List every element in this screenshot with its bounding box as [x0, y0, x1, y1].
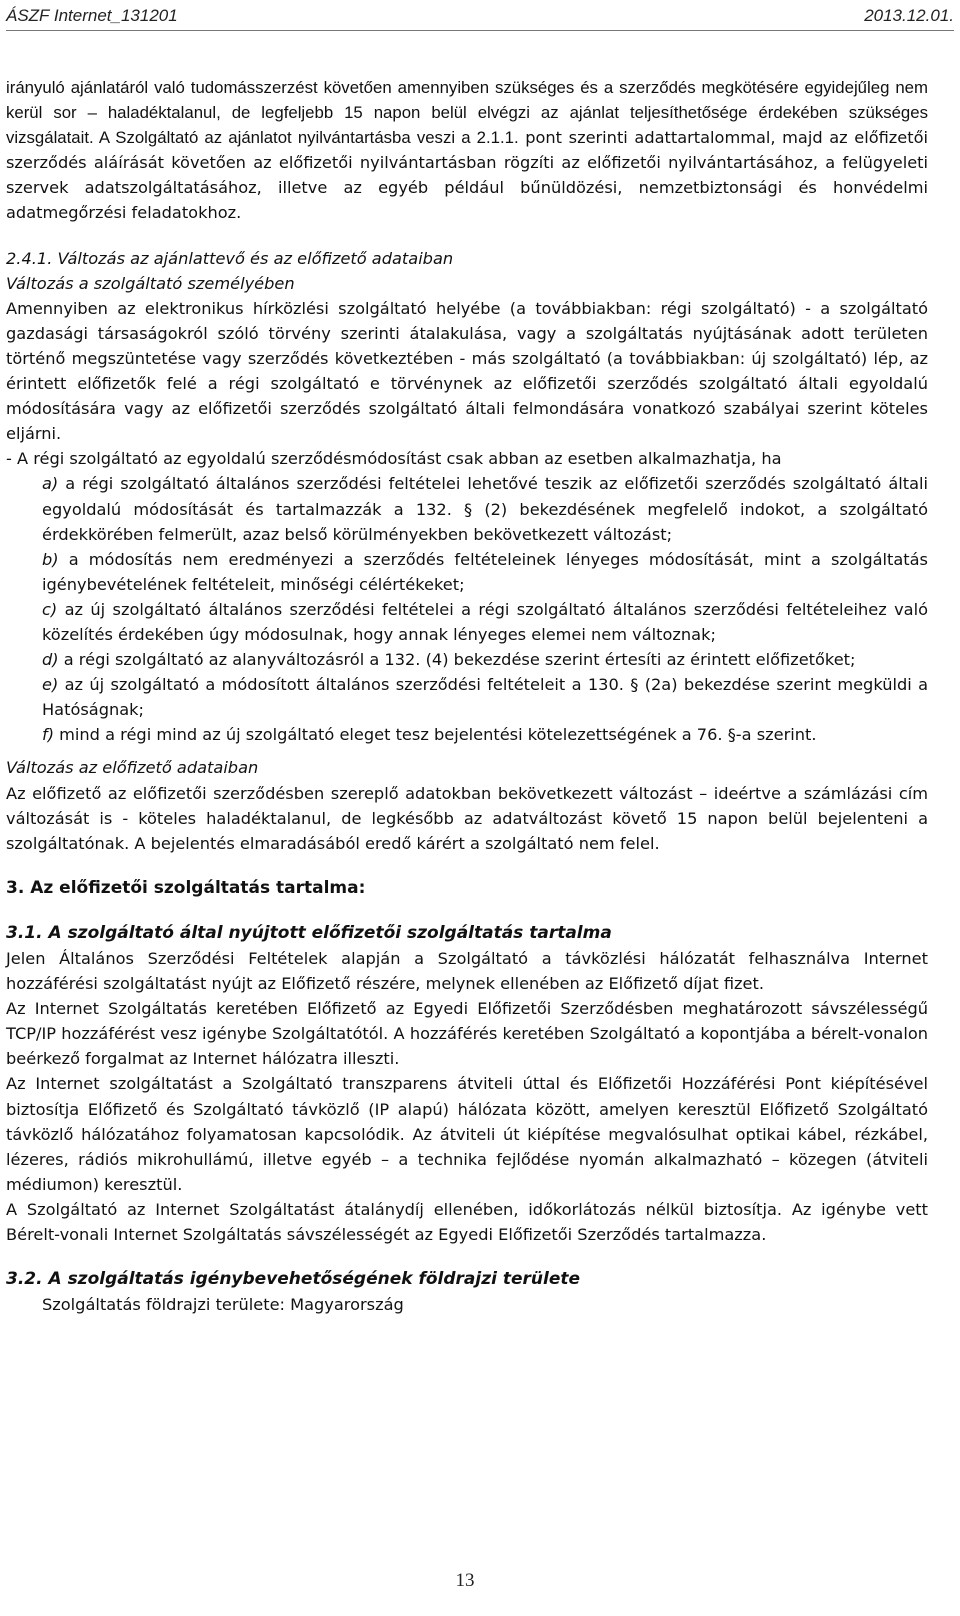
section-3-1-paragraph-3: Az Internet szolgáltatást a Szolgáltató transzparens átviteli úttal és Előfizetői Hozzáférési Pont kiépítésével biztosítja Előfizető és Szolgáltató távközlő (IP alapú) hálózata között, amelyen keresztül Előfizető Szolgáltató távközlő hálózatához folyamatosan kapcsolódik. Az átviteli út kiépítése megvalósulhat optikai kábel, rézkábel, lézeres, rádiós mikrohullámú, illetve egyéb – a technika fejlődése nyomán alkalmazható – közegen (átviteli médiumon) keresztül.: [6, 1074, 928, 1194]
header-date: 2013.12.01.: [864, 6, 954, 25]
subheading-subscriber-change: Változás az előfizető adataiban: [6, 758, 259, 778]
section-3-1-paragraph-2: Az Internet Szolgáltatás keretében Előfizető az Egyedi Előfizetői Szerződésben meghatározott sávszélességű TCP/IP hozzáférést vesz igénybe Szolgáltatótól. A hozzáférés keretében Szolgáltató a kopontjába a bérelt-vonalon beérkező forgalmat az Internet hálózatra illeszti.: [6, 999, 928, 1069]
list-item: a) a régi szolgáltató általános szerződési feltételei lehetővé teszik az előfizetői szerződés szolgáltató általi egyoldalú módosítását és tartalmazzák a 132. § (2) bekezdésének megfelelő indokot, a szolgáltató érdekkörében felmerült, azaz belső körülményekben bekövetkezett változást;: [42, 474, 928, 544]
list-item: d) a régi szolgáltató az alanyváltozásról a 132. (4) bekezdése szerint értesíti az érintett előfizetőket;: [42, 650, 856, 670]
condition-list: [6, 471, 928, 747]
list-item: b) a módosítás nem eredményezi a szerződés feltételeinek lényeges módosítását, mint a szolgáltatás igénybevételének feltételeit, minőségi célértékeket;: [42, 549, 928, 594]
section-3-title: 3. Az előfizetői szolgáltatás tartalma:: [6, 877, 366, 898]
intro-text-part1: irányuló ajánlatáról való tudomásszerzést követően amennyiben szükséges és a szerződés megkötésére egyidejűleg nem kerül sor – haladéktalanul, de legfeljebb 15 napon belül elvégzi az ajánlat teljesíthetősége érdekében szükséges vizsgálatait. A Szolgáltató az ajánlatot nyilvántartásba veszi a 2.1.1.: [6, 78, 928, 148]
section-3-2-paragraph: Szolgáltatás földrajzi területe: Magyarország: [42, 1295, 404, 1315]
document-body: [6, 75, 928, 1317]
subheading-provider-change: Változás a szolgáltató személyében: [6, 273, 295, 293]
section-2-4-1-title: 2.4.1. Változás az ajánlattevő és az előfizető adataiban: [6, 248, 454, 268]
section-3-1-paragraph-4: A Szolgáltató az Internet Szolgáltatást átalánydíj ellenében, időkorlátozás nélkül biztosítja. Az igénybe vett Bérelt-vonali Internet Szolgáltatás sávszélességét az Egyedi Előfizetői Szerződés tartalmazza.: [6, 1199, 928, 1245]
header-document-id: ÁSZF Internet_131201: [6, 6, 178, 25]
page-number: 13: [455, 1570, 475, 1591]
unilateral-modification-intro: - A régi szolgáltató az egyoldalú szerződésmódosítást csak abban az esetben alkalmazhatja, ha: [6, 449, 782, 469]
subscriber-change-paragraph: Az előfizető az előfizetői szerződésben szereplő adatokban bekövetkezett változást – ideértve a számlázási cím változását is - köteles haladéktalanul, de legkésőbb az adatváltozást követő 15 napon belül bejelenteni a szolgáltatónak. A bejelentés elmaradásából eredő kárért a szolgáltató nem felel.: [6, 783, 928, 853]
section-3-2-title: 3.2. A szolgáltatás igénybevehetőségének földrajzi területe: [6, 1269, 580, 1290]
list-item: e) az új szolgáltató a módosított általános szerződési feltételeit a 130. § (2a) bekezdése szerint megküldi a Hatóságnak;: [42, 675, 928, 720]
intro-text-part2: pont szerinti adattartalommal, majd az előfizetői szerződés aláírását követően az előfizetői nyilvántartásban rögzíti az előfizetői nyilvántartásához, a felügyeleti szervek adatszolgáltatásához, illetve az egyéb például bűnüldözési, nemzetbiztonsági és honvédelmi adatmegőrzési feladatokhoz.: [6, 128, 929, 223]
page-header: [6, 4, 954, 31]
provider-change-paragraph: Amennyiben az elektronikus hírközlési szolgáltató helyébe (a továbbiakban: régi szolgáltató) - a szolgáltató gazdasági társaságokról szóló törvény szerinti átalakulása, vagy a szolgáltatás nyújtásának adott területen történő megszüntetése vagy szerződés következtében - más szolgáltató (a továbbiakban: új szolgáltató) lép, az érintett előfizetők felé a régi szolgáltató e törvénynek az előfizetői szerződés szolgáltató általi egyoldalú módosítására vagy az előfizetői szerződés szolgáltató általi felmondására vonatkozó szabályai szerint köteles eljárni.: [6, 298, 928, 444]
intro-paragraph: [6, 75, 928, 226]
section-3-1-title: 3.1. A szolgáltató által nyújtott előfizetői szolgáltatás tartalma: [6, 922, 612, 943]
list-item: c) az új szolgáltató általános szerződési feltételei a régi szolgáltató általános szerződési feltételeihez való közelítés érdekében úgy módosulnak, hogy annak lényeges elemei nem változnak;: [42, 599, 928, 644]
list-item: f) mind a régi mind az új szolgáltató eleget tesz bejelentési kötelezettségének a 76. §-a szerint.: [42, 725, 817, 745]
section-3-1-paragraph-1: Jelen Általános Szerződési Feltételek alapján a Szolgáltató a távközlési hálózatát felhasználva Internet hozzáférési szolgáltatást nyújt az Előfizető részére, melynek ellenében az Előfizető díjat fizet.: [6, 949, 928, 994]
